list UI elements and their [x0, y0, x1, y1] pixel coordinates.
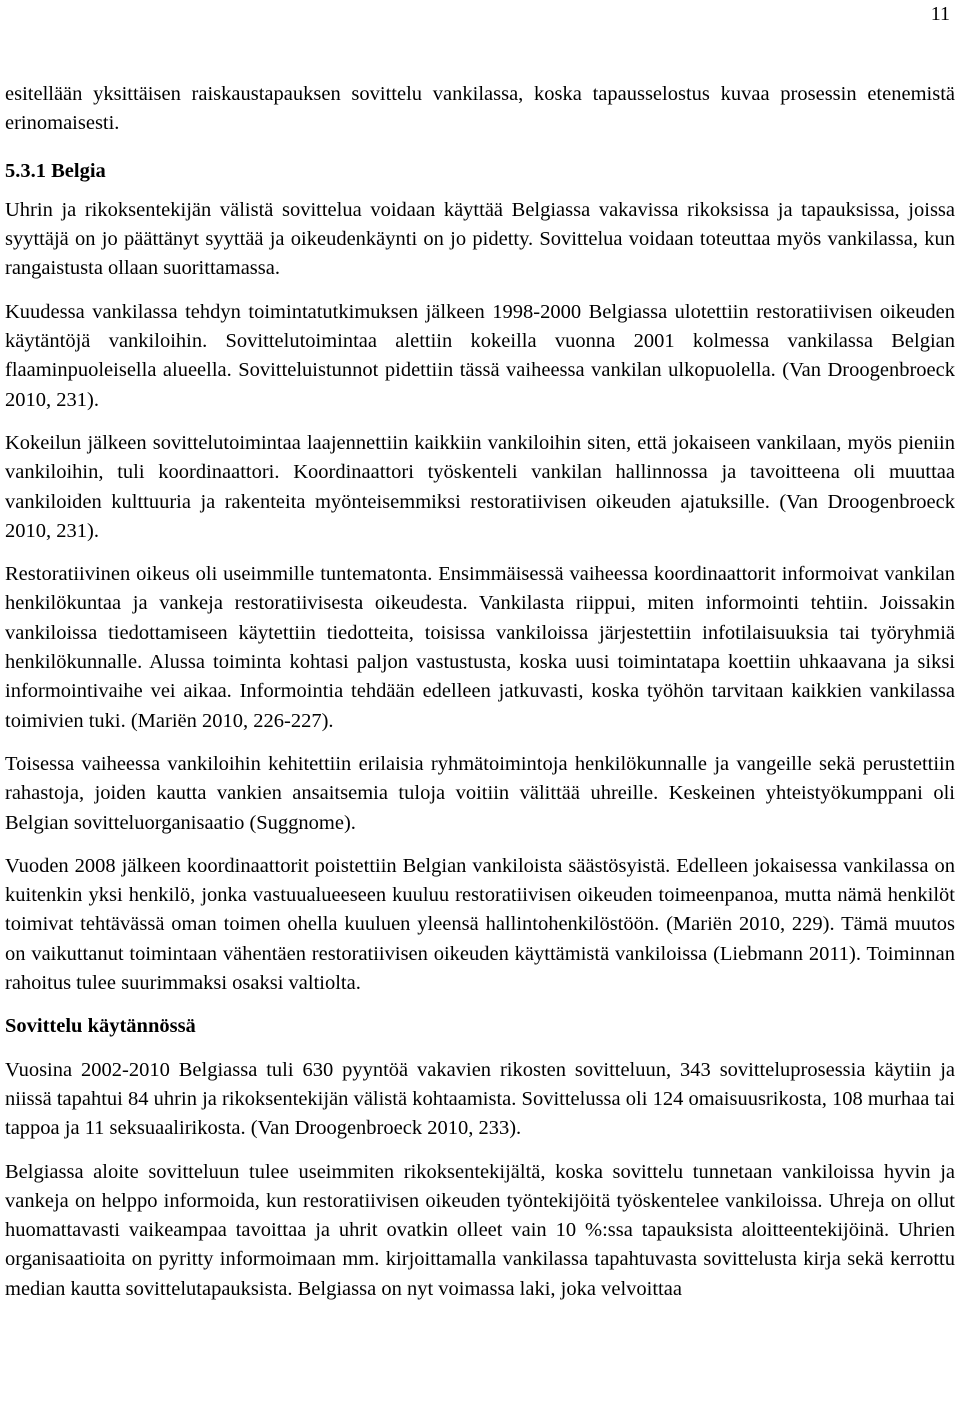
page-number: 11 [930, 3, 950, 25]
section-heading-belgia: 5.3.1 Belgia [5, 159, 106, 182]
document-body [5, 80, 955, 1318]
paragraph: Vuosina 2002-2010 Belgiassa tuli 630 pyyntöä vakavien rikosten sovitteluun, 343 sovitteluprosessia käytiin ja niissä tapahtui 84 uhrin ja rikoksentekijän välistä kohtaamista. Sovittelussa oli 124 omaisuusrikosta, 108 murhaa tai tappoa ja 11 seksuaalirikosta. (Van Droogenbroeck 2010, 233). [5, 1058, 955, 1140]
paragraph-intro: esitellään yksittäisen raiskaustapauksen sovittelu vankilassa, koska tapausselostus kuvaa prosessin etenemistä erinomaisesti. [5, 83, 955, 135]
paragraph: Kuudessa vankilassa tehdyn toimintatutkimuksen jälkeen 1998-2000 Belgiassa ulotettiin restoratiivisen oikeuden käytäntöjä vankiloihin. Sovittelutoimintaa alettiin kokeilla vuonna 2001 kolmessa vankilassa Belgian flaaminpuoleisella alueella. Sovitteluistunnot pidettiin tässä vaiheessa vankilan ulkopuolella. (Van Droogenbroeck 2010, 231). [5, 300, 955, 411]
paragraph: Restoratiivinen oikeus oli useimmille tuntematonta. Ensimmäisessä vaiheessa koordinaattorit informoivat vankilan henkilökuntaa ja vankeja restoratiivisesta oikeudesta. Vankilasta riippui, miten informointi tehtiin. Joissakin vankiloissa tiedottamiseen käytettiin tiedotteita, toisissa vankiloissa järjestettiin infotilaisuuksia tai työryhmiä henkilökunnalle. Alussa toiminta kohtasi paljon vastustusta, koska uusi toimintatapa koettiin uhkaavana ja siksi informointivaihe vei aikaa. Informointia tehdään edelleen jatkuvasti, koska työhön tarvitaan kaikkien vankilassa toimivien tuki. (Mariën 2010, 226-227). [5, 563, 955, 732]
paragraph: Uhrin ja rikoksentekijän välistä sovittelua voidaan käyttää Belgiassa vakavissa rikoksissa ja tapauksissa, joissa syyttäjä on jo päättänyt syyttää ja oikeudenkäynti on jo pidetty. Sovittelua voidaan toteuttaa myös vankilassa, kun rangaistusta ollaan suorittamassa. [5, 198, 955, 280]
paragraph: Toisessa vaiheessa vankiloihin kehitettiin erilaisia ryhmätoimintoja henkilökunnalle ja vangeille sekä perustettiin rahastoja, joiden kautta vankien ansaitsemia tuloja voitiin välittää uhreille. Keskeinen yhteistyökumppani oli Belgian sovitteluorganisaatio (Suggnome). [5, 752, 955, 834]
paragraph: Vuoden 2008 jälkeen koordinaattorit poistettiin Belgian vankiloista säästösyistä. Edelleen jokaisessa vankilassa on kuitenkin yksi henkilö, jonka vastuualueeseen kuuluu restoratiivisen oikeuden toimeenpanoa, mutta nämä henkilöt toimivat tehtävässä oman toimen ohella kuuluen yleensä hallintohenkilöstöön. (Mariën 2010, 229). Tämä muutos on vaikuttanut toimintaan vähentäen restoratiivisen oikeuden käyttämistä vankiloissa (Liebmann 2011). Toiminnan rahoitus tulee suurimmaksi osaksi valtiolta. [5, 854, 955, 995]
paragraph: Belgiassa aloite sovitteluun tulee useimmiten rikoksentekijältä, koska sovittelu tunnetaan vankiloissa hyvin ja vankeja on helppo informoida, kun restoratiivisen oikeuden työntekijöitä työskentelee vankiloissa. Uhreja on ollut huomattavasti vaikeampaa tavoittaa ja uhrit ovatkin olleet vain 10 %:ssa tapauksista aloitteentekijöinä. Uhrien organisaatioita on pyritty informoimaan mm. kirjoittamalla vankilassa tapahtuvasta sovittelusta kirja sekä kerrottu median kautta sovittelutapauksista. Belgiassa on nyt voimassa laki, joka velvoittaa [5, 1160, 955, 1300]
paragraph: Kokeilun jälkeen sovittelutoimintaa laajennettiin kaikkiin vankiloihin siten, että jokaiseen vankilaan, myös pieniin vankiloihin, tuli koordinaattori. Koordinaattori työskenteli vankilan hallinnossa ja tavoitteena oli muuttaa vankiloiden kulttuuria ja rakenteita myönteisemmiksi restoratiivisen oikeuden ajatuksille. (Van Droogenbroeck 2010, 231). [5, 431, 955, 542]
subsection-heading-sovittelu-kaytannossa: Sovittelu käytännössä [5, 1015, 196, 1038]
